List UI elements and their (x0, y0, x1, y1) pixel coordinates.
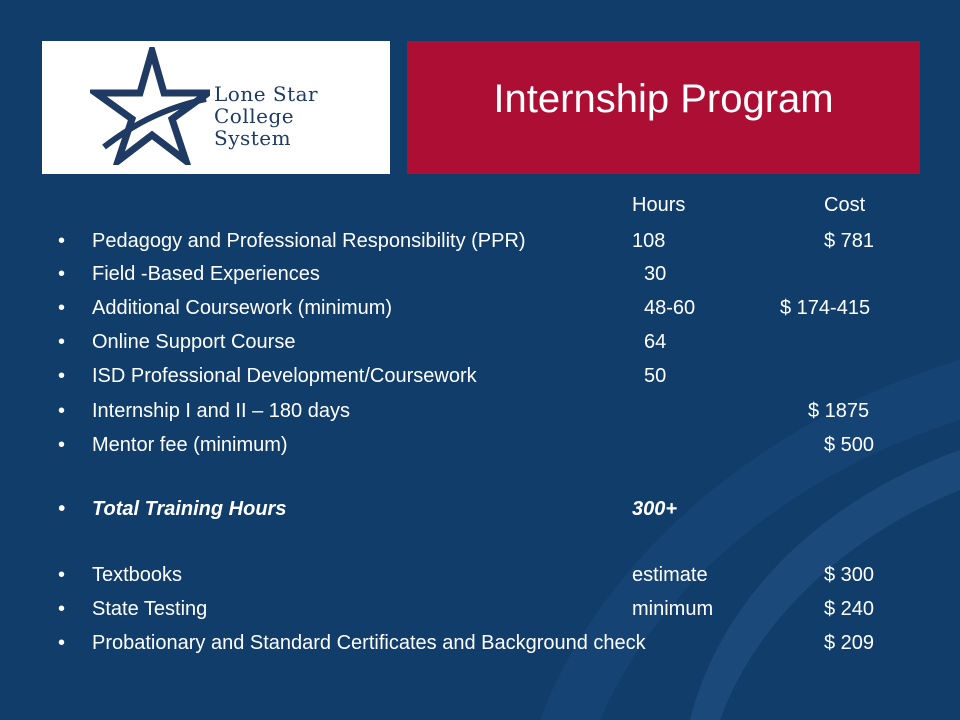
list-item-total (0, 495, 960, 523)
list-item (0, 294, 960, 322)
item-label: Field -Based Experiences (92, 263, 320, 285)
logo-line-2: College (214, 104, 295, 128)
item-label: Textbooks (92, 564, 183, 586)
logo-line-3: System (214, 126, 292, 150)
item-hours: 48-60 (644, 297, 696, 319)
list-item (0, 362, 960, 390)
logo-line-1: Lone Star (214, 82, 319, 106)
item-label: State Testing (92, 598, 208, 620)
list-item (0, 629, 960, 657)
list-item (0, 397, 960, 425)
list-item (0, 260, 960, 288)
item-label: Internship I and II – 180 days (92, 400, 350, 422)
item-label: Mentor fee (minimum) (92, 434, 288, 456)
item-hours: estimate (632, 564, 708, 586)
item-label: Pedagogy and Professional Responsibility (PPR) (92, 230, 526, 252)
item-cost: $ 240 (824, 598, 875, 620)
item-hours: 108 (632, 230, 666, 252)
item-label: Online Support Course (92, 331, 296, 353)
list-item (0, 328, 960, 356)
bullet: • (58, 564, 66, 586)
item-cost: $ 781 (824, 230, 875, 252)
bullet: • (58, 230, 66, 252)
item-label: ISD Professional Development/Coursework (92, 365, 477, 387)
bullet: • (58, 400, 66, 422)
title-panel (407, 41, 920, 174)
star-icon (90, 47, 210, 165)
item-hours: 300+ (632, 498, 678, 520)
bullet: • (58, 598, 66, 620)
cost-column-header: Cost (824, 194, 866, 216)
item-label: Additional Coursework (minimum) (92, 297, 393, 319)
item-label: Total Training Hours (92, 498, 287, 520)
bullet: • (58, 632, 66, 654)
item-cost: $ 174-415 (780, 297, 871, 319)
bullet: • (58, 263, 66, 285)
bullet: • (58, 498, 66, 520)
item-hours: 50 (644, 365, 667, 387)
bullet: • (58, 365, 66, 387)
item-cost: $ 1875 (808, 400, 870, 422)
item-label: Probationary and Standard Certificates and Background check (92, 632, 646, 654)
item-cost: $ 209 (824, 632, 875, 654)
list-item (0, 227, 960, 255)
item-hours: minimum (632, 598, 714, 620)
slide-title: Internship Program (493, 77, 834, 121)
logo-panel (42, 41, 390, 174)
logo-wordmark (214, 83, 318, 149)
hours-column-header: Hours (632, 194, 686, 216)
bullet: • (58, 331, 66, 353)
list-item (0, 431, 960, 459)
list-item (0, 561, 960, 589)
item-cost: $ 300 (824, 564, 875, 586)
bullet: • (58, 297, 66, 319)
item-cost: $ 500 (824, 434, 875, 456)
bullet: • (58, 434, 66, 456)
item-hours: 30 (644, 263, 667, 285)
item-hours: 64 (644, 331, 667, 353)
list-item (0, 595, 960, 623)
